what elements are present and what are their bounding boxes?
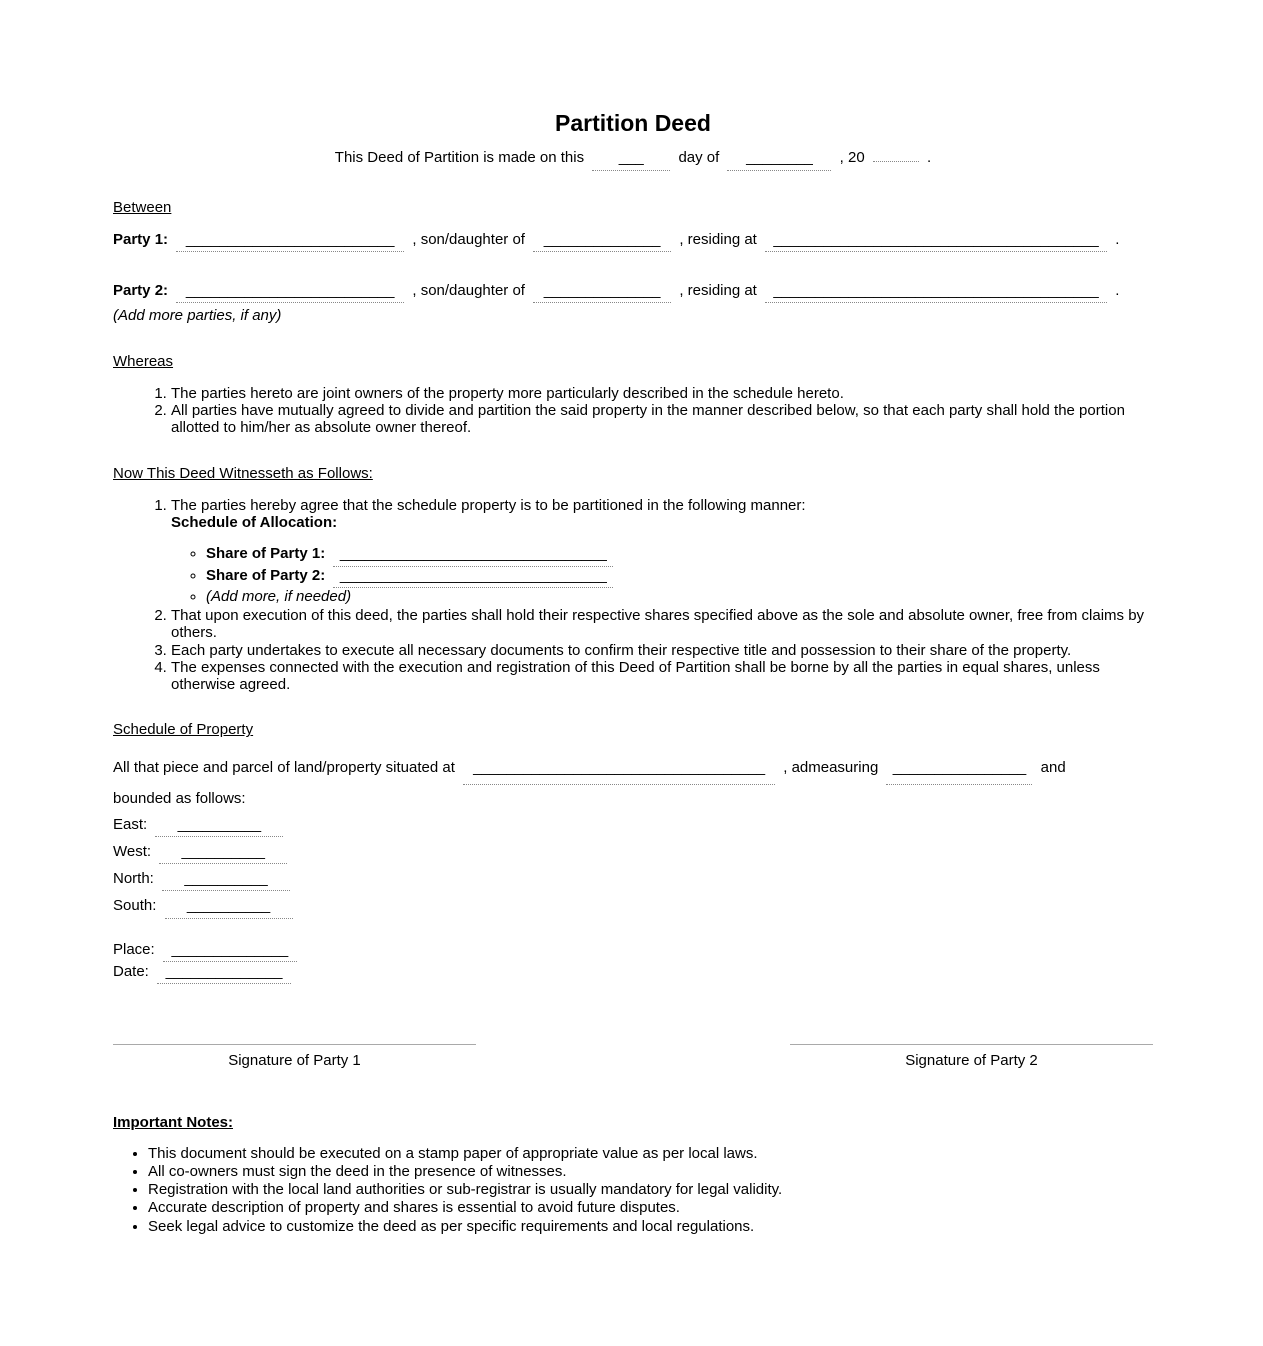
- party-1-address-field[interactable]: _______________________________________: [765, 231, 1107, 252]
- witnesseth-item-1-text: The parties hereby agree that the schedule property is to be partitioned in the following manner:: [171, 496, 806, 514]
- signature-party-2-label: Signature of Party 2: [905, 1052, 1038, 1070]
- boundary-north-label: North:: [113, 870, 154, 888]
- list-item: • Seek legal advice to customize the deed as per specific requirements and local regulations.: [148, 1218, 1153, 1235]
- list-item: [171, 497, 1153, 605]
- party-2-residing-text: , residing at: [679, 282, 757, 300]
- page-title: Partition Deed: [555, 110, 711, 136]
- month-field[interactable]: ________: [727, 149, 831, 170]
- witnesseth-heading: [113, 465, 1153, 482]
- party-1-period: .: [1115, 230, 1120, 248]
- whereas-heading: [113, 353, 1153, 370]
- add-shares-note: ◦ (Add more, if needed): [206, 588, 1153, 605]
- intro-text-comma-20: , 20: [839, 149, 865, 167]
- whereas-list: [113, 385, 1153, 437]
- list-item: [206, 545, 1153, 566]
- intro-text-day-of: day of: [678, 149, 720, 167]
- share-party-2-label: Share of Party 2:: [206, 566, 326, 584]
- property-location-field[interactable]: ___________________________________: [463, 754, 775, 785]
- boundary-south-label: South:: [113, 897, 157, 915]
- property-admeasuring-text: , admeasuring: [783, 758, 879, 776]
- list-item: • This document should be executed on a stamp paper of appropriate value as per local laws.: [148, 1145, 1153, 1162]
- property-measure-field[interactable]: ________________: [886, 754, 1032, 785]
- between-heading-text: Between: [113, 198, 172, 216]
- boundary-west-field[interactable]: __________: [159, 843, 287, 864]
- party-2-label: Party 2:: [113, 282, 169, 300]
- schedule-property-heading: [113, 721, 1153, 738]
- boundary-north-field[interactable]: __________: [162, 870, 290, 891]
- date-row: [113, 963, 1153, 984]
- boundary-south-row: [113, 897, 1153, 918]
- intro-text-before-day: This Deed of Partition is made on this: [334, 149, 585, 167]
- list-item: [206, 567, 1153, 588]
- place-date-group: [113, 941, 1153, 985]
- party-2-parent-field[interactable]: ______________: [533, 282, 671, 303]
- party-2-period: .: [1115, 282, 1120, 300]
- party-1-son-text: , son/daughter of: [412, 230, 525, 248]
- between-heading: [113, 199, 1153, 216]
- date-field[interactable]: ______________: [157, 963, 291, 984]
- list-item: • All co-owners must sign the deed in the presence of witnesses.: [148, 1163, 1153, 1180]
- list-item: 4. The expenses connected with the execution and registration of this Deed of Partition shall be borne by all the parties in equal shares, unless otherwise agreed.: [171, 659, 1153, 694]
- boundary-east-label: East:: [113, 815, 148, 833]
- boundary-south-field[interactable]: __________: [165, 897, 293, 918]
- boundary-north-row: [113, 870, 1153, 891]
- share-party-2-field[interactable]: ________________________________: [333, 567, 613, 588]
- day-field[interactable]: ___: [592, 149, 670, 170]
- document-page: [113, 0, 1153, 1346]
- witnesseth-heading-text: Now This Deed Witnesseth as Follows:: [113, 464, 373, 482]
- property-description: [113, 754, 1153, 812]
- list-item: • Accurate description of property and shares is essential to avoid future disputes.: [148, 1199, 1153, 1216]
- boundary-west-row: [113, 843, 1153, 864]
- allocation-heading: Schedule of Allocation:: [171, 514, 338, 532]
- signature-row: [113, 1044, 1153, 1069]
- party-1-name-field[interactable]: _________________________: [176, 231, 404, 252]
- party-1-row: [113, 231, 1153, 252]
- party-2-row: [113, 282, 1153, 303]
- property-and-text: and: [1040, 758, 1066, 776]
- party-1-residing-text: , residing at: [679, 230, 757, 248]
- list-item: 2. That upon execution of this deed, the parties shall hold their respective shares specified above as the sole and absolute owner, free from claims by others.: [171, 607, 1153, 642]
- property-situated-text: All that piece and parcel of land/property situated at: [113, 758, 455, 776]
- party-2-name-field[interactable]: _________________________: [176, 282, 404, 303]
- signature-party-1-area: [113, 1044, 476, 1069]
- boundary-west-label: West:: [113, 842, 152, 860]
- list-item: • Registration with the local land authorities or sub-registrar is usually mandatory for legal validity.: [148, 1181, 1153, 1198]
- intro-line: [113, 149, 1153, 170]
- party-1-parent-field[interactable]: ______________: [533, 231, 671, 252]
- boundary-east-row: [113, 816, 1153, 837]
- witnesseth-list: [113, 497, 1153, 694]
- important-notes-heading: [113, 1114, 1153, 1131]
- signature-party-1-label: Signature of Party 1: [228, 1052, 361, 1070]
- property-bounded-text: bounded as follows:: [113, 789, 246, 807]
- share-party-1-label: Share of Party 1:: [206, 545, 326, 563]
- signature-party-2-area: [790, 1044, 1153, 1069]
- place-row: [113, 941, 1153, 962]
- date-label: Date:: [113, 962, 149, 980]
- notes-list: [113, 1145, 1153, 1235]
- share-party-1-field[interactable]: ________________________________: [333, 545, 613, 566]
- party-2-son-text: , son/daughter of: [412, 282, 525, 300]
- list-item: 3. Each party undertakes to execute all necessary documents to confirm their respective title and possession to their share of the property.: [171, 642, 1153, 659]
- place-label: Place:: [113, 940, 155, 958]
- party-1-label: Party 1:: [113, 230, 169, 248]
- year-field[interactable]: [873, 158, 919, 162]
- list-item: 2. All parties have mutually agreed to divide and partition the said property in the manner described below, so that each party shall hold the portion allotted to him/her as absolute owner thereof.: [171, 402, 1153, 437]
- place-field[interactable]: ______________: [163, 941, 297, 962]
- boundary-east-field[interactable]: __________: [155, 816, 283, 837]
- party-2-address-field[interactable]: _______________________________________: [765, 282, 1107, 303]
- schedule-property-heading-text: Schedule of Property: [113, 721, 254, 739]
- add-parties-note: (Add more parties, if any): [113, 307, 282, 325]
- allocation-list: [171, 545, 1153, 605]
- whereas-heading-text: Whereas: [113, 352, 174, 370]
- important-notes-heading-text: Important Notes:: [113, 1114, 233, 1132]
- list-item: 1. The parties hereto are joint owners of the property more particularly described in the schedule hereto.: [171, 385, 1153, 402]
- intro-text-period: .: [927, 149, 932, 167]
